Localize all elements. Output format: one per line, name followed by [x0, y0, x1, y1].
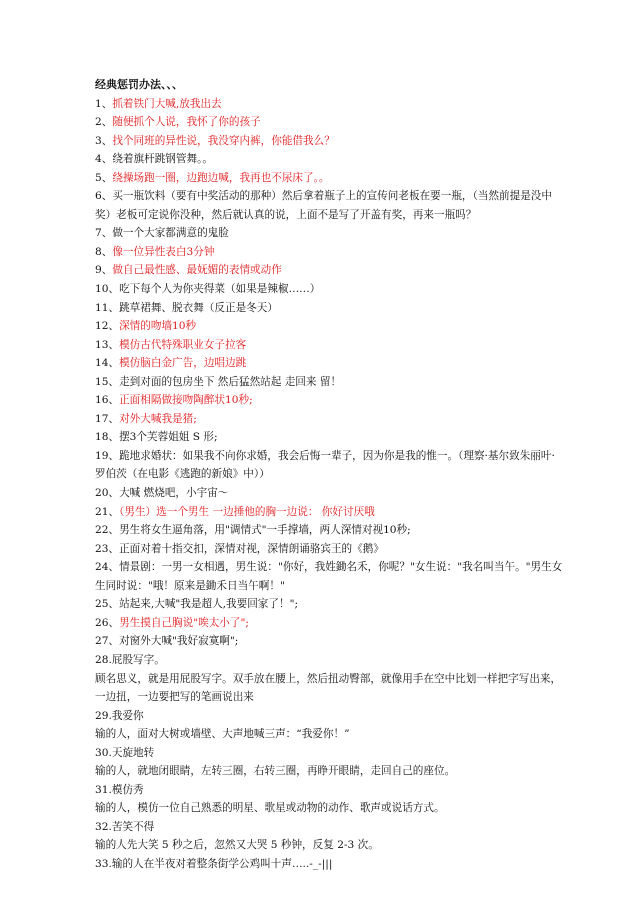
list-item: [95, 781, 565, 800]
item-text: 男生将女生逼角落，用"调情式"一手撑墙，两人深情对视10秒;: [119, 524, 411, 537]
list-item: [95, 373, 565, 392]
list-item: [95, 354, 565, 373]
item-text: 走到对面的包房坐下 然后猛然站起 走回来 留！: [119, 375, 342, 388]
item-text: 输的人先大笑 5 秒之后，忽然又大哭 5 秒钟，反复 2-3 次。: [95, 839, 379, 852]
item-number: 17、: [95, 412, 120, 425]
item-number: 8、: [95, 245, 113, 258]
list-item: [95, 744, 565, 763]
list-item: [95, 299, 565, 318]
item-number: 29.: [95, 709, 112, 722]
item-number: 5、: [95, 171, 113, 184]
item-text: 随便抓个人说，我怀了你的孩子: [112, 116, 261, 129]
list-item: [95, 224, 565, 243]
item-text: 我爱你: [111, 709, 144, 722]
list-item: [95, 132, 565, 151]
item-text: 深情的吻墙10秒: [119, 320, 197, 333]
list-item: [95, 521, 565, 540]
list-item: [95, 614, 565, 633]
item-text: 模仿秀: [111, 783, 144, 796]
item-number: 13、: [95, 338, 120, 351]
list-item: [95, 261, 565, 280]
item-number: 28.: [95, 653, 112, 666]
item-number: 31.: [95, 783, 112, 796]
list-item: [95, 707, 565, 726]
item-text: 模仿古代特殊职业女子拉客: [119, 338, 247, 351]
item-text: 吃下每个人为你夹得菜（如果是辣椒……）: [119, 283, 321, 296]
item-text: 输的人，模仿一位自己熟悉的明星、歌星或动物的动作、歌声或说话方式。: [95, 802, 445, 815]
list-item: [95, 243, 565, 262]
item-number: 6、: [95, 190, 113, 203]
item-number: 9、: [95, 264, 113, 277]
list-item: [95, 818, 565, 837]
list-item: [95, 447, 565, 484]
item-text: 抓着铁门大喊,放我出去: [112, 97, 222, 110]
list-item: [95, 595, 565, 614]
item-text: 找个同班的异性说，我没穿内裤，你能借我么？: [112, 134, 335, 147]
list-item: [95, 503, 565, 522]
list-item: [95, 317, 565, 336]
item-text: 对窗外大喊"我好寂寞啊";: [119, 635, 239, 648]
item-number: 3、: [95, 134, 113, 147]
list-item: [95, 113, 565, 132]
item-number: 23、: [95, 542, 120, 555]
item-text: 对外大喊我是猪;: [119, 412, 197, 425]
item-text: 大喊 燃烧吧，小宇宙～: [119, 487, 229, 500]
list-item: [95, 762, 565, 781]
list-item: [95, 428, 565, 447]
item-number: 4、: [95, 153, 113, 166]
list-item: [95, 280, 565, 299]
list-item: [95, 558, 565, 595]
item-number: 19、: [95, 449, 120, 462]
item-text: 正面相隔做接吻陶醉状10秒;: [119, 394, 253, 407]
item-text: 绕着旗杆跳钢管舞。。: [112, 153, 213, 166]
item-number: 2、: [95, 116, 113, 129]
list-item: [95, 855, 565, 874]
item-text: 输的人，面对大树或墙壁、大声地喊三声：“我爱你！”: [95, 728, 350, 741]
item-number: 11、: [95, 301, 120, 314]
item-number: 14、: [95, 357, 120, 370]
list-item: [95, 169, 565, 188]
item-text: 输的人，就地闭眼睛，左转三圈，右转三圈，再睁开眼睛，走回自己的座位。: [95, 765, 456, 778]
list-item: [95, 725, 565, 744]
item-number: 1、: [95, 97, 113, 110]
item-number: 20、: [95, 487, 120, 500]
item-text: 模仿脑白金广告，边唱边跳: [119, 357, 247, 370]
item-text: 像一位异性表白3分钟: [112, 245, 215, 258]
list-item: [95, 410, 565, 429]
item-number: 32.: [95, 820, 112, 833]
item-number: 30.: [95, 746, 112, 759]
document-title: 经典惩罚办法、、、: [95, 78, 183, 91]
list-item: [95, 651, 565, 670]
item-text: 输的人在半夜对着整条街学公鸡叫十声…..-_-|||: [111, 857, 333, 870]
item-text: 站起来,大喊"我是超人,我要回家了！";: [119, 598, 299, 611]
list-item: [95, 836, 565, 855]
item-number: 25、: [95, 598, 120, 611]
item-text: 做自己最性感、最妩媚的表情或动作: [112, 264, 282, 277]
list-item: [95, 336, 565, 355]
item-number: 33.: [95, 857, 112, 870]
list-item: [95, 484, 565, 503]
item-number: 21、: [95, 505, 120, 518]
item-text: 正面对着十指交扣，深情对视，深情朗诵骆宾王的《鹅》: [119, 542, 384, 555]
item-text: 男生摸自己胸说"唉太小了";: [119, 616, 249, 629]
list-item: [95, 150, 565, 169]
document-page: [95, 76, 565, 874]
item-text: 顾名思义，就是用屁股写字。双手放在腰上，然后扭动臀部，就像用手在空中比划一样把字写出来，一边扭，一边要把写的笔画说出来: [95, 672, 562, 704]
item-text: （男生）选一个男生 一边捶他的胸一边说： 你好讨厌哦: [119, 505, 375, 518]
item-text: 天旋地转: [111, 746, 155, 759]
item-number: 24、: [95, 561, 120, 574]
item-number: 16、: [95, 394, 120, 407]
list-item: [95, 540, 565, 559]
list-item: [95, 187, 565, 224]
item-number: 27、: [95, 635, 120, 648]
item-number: 26、: [95, 616, 120, 629]
item-text: 跪地求婚状：如果我不向你求婚，我会后悔一辈子，因为你是我的惟一。（理察·基尔致朱丽叶·罗伯茨（在电影《逃跑的新娘》中））: [95, 449, 555, 481]
item-number: 10、: [95, 283, 120, 296]
item-text: 苦笑不得: [111, 820, 155, 833]
list-item: [95, 95, 565, 114]
item-number: 22、: [95, 524, 120, 537]
item-text: 绕操场跑一圈，边跑边喊，我再也不尿床了。。: [112, 171, 330, 184]
item-text: 情景剧：一男一女相遇，男生说："你好，我姓鋤名禾，你呢？"女生说："我名叫当午。"男生女生同时说："哦！原来是鋤禾日当午啊！": [95, 561, 563, 592]
item-text: 跳草裙舞、脱衣舞（反正是冬天）: [119, 301, 278, 314]
item-number: 12、: [95, 320, 120, 333]
item-text: 屁股写字。: [111, 653, 165, 666]
item-text: 买一瓶饮料（要有中奖活动的那种）然后拿着瓶子上的宣传问老板在要一瓶，（当然前提是没中奖）老板可定说你没种，然后就认真的说，上面不是写了开盖有奖，再来一瓶吗？: [95, 190, 552, 221]
list-item: [95, 391, 565, 410]
item-number: 7、: [95, 227, 113, 240]
item-number: 15、: [95, 375, 120, 388]
list-item: [95, 799, 565, 818]
punishment-list: [95, 95, 565, 874]
item-number: 18、: [95, 431, 120, 444]
item-text: 做一个大家都满意的鬼脸: [112, 227, 229, 240]
item-text: 摆3个芙蓉姐姐 S 形;: [119, 431, 218, 444]
list-item: [95, 670, 565, 707]
list-item: [95, 632, 565, 651]
